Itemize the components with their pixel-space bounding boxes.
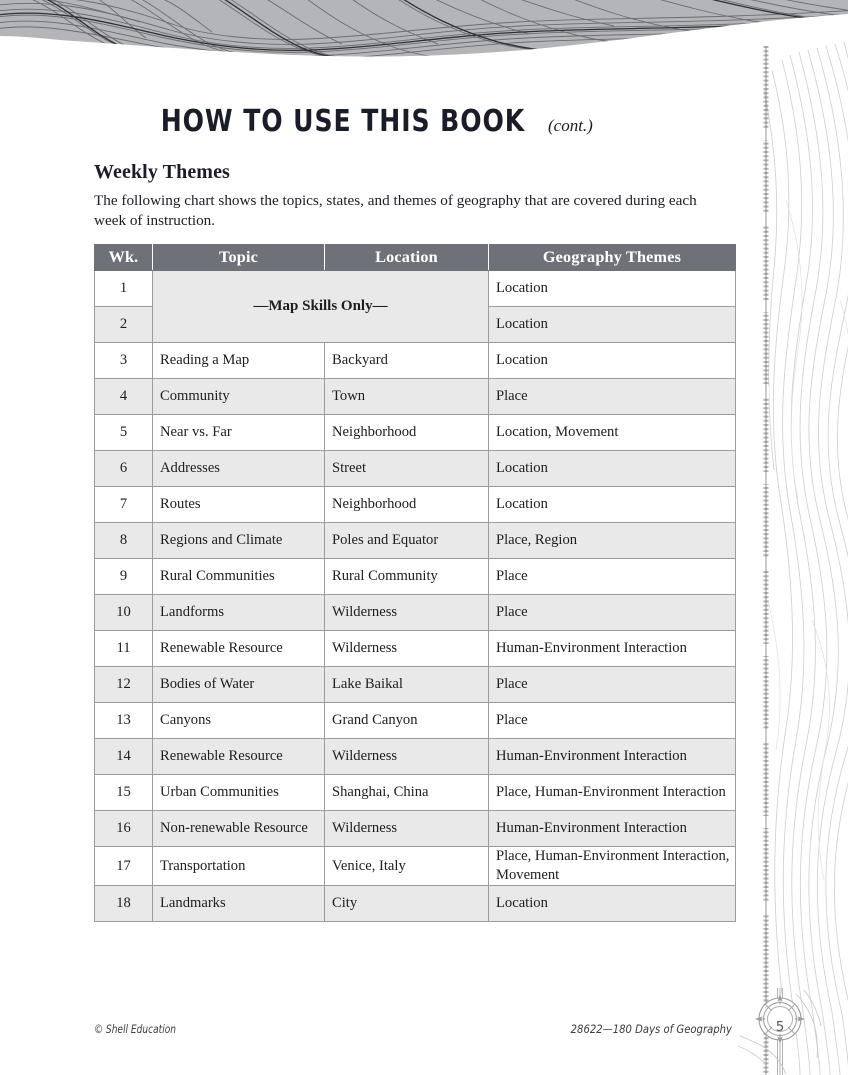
cell-week: 15 bbox=[95, 775, 153, 811]
column-header-week: Wk. bbox=[95, 245, 153, 271]
cell-week: 9 bbox=[95, 559, 153, 595]
page-title-text: HOW TO USE THIS BOOK bbox=[160, 104, 526, 139]
cell-week: 5 bbox=[95, 415, 153, 451]
cell-topic: Canyons bbox=[153, 703, 325, 739]
table-row bbox=[95, 559, 736, 595]
cell-location: Backyard bbox=[325, 343, 489, 379]
cell-week: 14 bbox=[95, 739, 153, 775]
cell-location: Lake Baikal bbox=[325, 667, 489, 703]
cell-week: 16 bbox=[95, 811, 153, 847]
cell-topic: Urban Communities bbox=[153, 775, 325, 811]
cell-week: 6 bbox=[95, 451, 153, 487]
cell-topic: Renewable Resource bbox=[153, 739, 325, 775]
cell-topic: Regions and Climate bbox=[153, 523, 325, 559]
cell-week: 13 bbox=[95, 703, 153, 739]
cell-map-skills-only: —Map Skills Only— bbox=[153, 271, 489, 343]
table-row bbox=[95, 595, 736, 631]
cell-topic: Landmarks bbox=[153, 886, 325, 922]
section-intro-text: The following chart shows the topics, states, and themes of geography that are covered during each week of instruction. bbox=[94, 192, 697, 229]
cell-week: 17 bbox=[95, 847, 153, 886]
section-heading: Weekly Themes bbox=[94, 161, 230, 183]
cell-topic: Transportation bbox=[153, 847, 325, 886]
cell-topic: Addresses bbox=[153, 451, 325, 487]
cell-theme: Human-Environment Interaction bbox=[489, 631, 736, 667]
cell-location: Grand Canyon bbox=[325, 703, 489, 739]
column-header-geography-themes: Geography Themes bbox=[489, 245, 736, 271]
cell-topic: Reading a Map bbox=[153, 343, 325, 379]
footer-copyright: © Shell Education bbox=[94, 1023, 177, 1036]
cell-week: 1 bbox=[95, 271, 153, 307]
cell-topic: Renewable Resource bbox=[153, 631, 325, 667]
page-title bbox=[0, 104, 740, 139]
table-body bbox=[95, 271, 736, 922]
table-row bbox=[95, 271, 736, 307]
cell-location: Wilderness bbox=[325, 739, 489, 775]
table-row bbox=[95, 415, 736, 451]
cell-theme: Location bbox=[489, 886, 736, 922]
cell-week: 11 bbox=[95, 631, 153, 667]
cell-theme: Human-Environment Interaction bbox=[489, 811, 736, 847]
cell-topic: Community bbox=[153, 379, 325, 415]
cell-topic: Near vs. Far bbox=[153, 415, 325, 451]
cell-location: Poles and Equator bbox=[325, 523, 489, 559]
cell-theme: Place bbox=[489, 559, 736, 595]
table-row bbox=[95, 343, 736, 379]
cell-theme: Place, Human-Environment Interaction bbox=[489, 775, 736, 811]
cell-week: 10 bbox=[95, 595, 153, 631]
table-header-row bbox=[95, 245, 736, 271]
table-row bbox=[95, 703, 736, 739]
cell-location: Street bbox=[325, 451, 489, 487]
cell-theme: Place bbox=[489, 379, 736, 415]
cell-week: 18 bbox=[95, 886, 153, 922]
cell-location: Venice, Italy bbox=[325, 847, 489, 886]
table-row bbox=[95, 739, 736, 775]
cell-location: Neighborhood bbox=[325, 487, 489, 523]
weekly-themes-table bbox=[94, 244, 736, 922]
cell-theme: Location bbox=[489, 343, 736, 379]
cell-theme: Place bbox=[489, 667, 736, 703]
table-row bbox=[95, 667, 736, 703]
cell-topic: Rural Communities bbox=[153, 559, 325, 595]
table-row bbox=[95, 487, 736, 523]
table-row bbox=[95, 775, 736, 811]
cell-theme: Location bbox=[489, 271, 736, 307]
table-row bbox=[95, 631, 736, 667]
cell-theme: Place, Region bbox=[489, 523, 736, 559]
cell-topic: Landforms bbox=[153, 595, 325, 631]
cell-theme: Location, Movement bbox=[489, 415, 736, 451]
cell-theme: Location bbox=[489, 307, 736, 343]
cell-location: Wilderness bbox=[325, 631, 489, 667]
table-row bbox=[95, 811, 736, 847]
cell-week: 4 bbox=[95, 379, 153, 415]
page-number: 5 bbox=[775, 1019, 785, 1035]
table-row bbox=[95, 523, 736, 559]
cell-week: 8 bbox=[95, 523, 153, 559]
table-row bbox=[95, 847, 736, 886]
cell-location: Neighborhood bbox=[325, 415, 489, 451]
cell-location: Wilderness bbox=[325, 811, 489, 847]
cell-location: Rural Community bbox=[325, 559, 489, 595]
column-header-location: Location bbox=[325, 245, 489, 271]
cell-theme: Place, Human-Environment Interaction, Movement bbox=[489, 847, 736, 886]
cell-theme: Place bbox=[489, 703, 736, 739]
cell-week: 7 bbox=[95, 487, 153, 523]
column-header-topic: Topic bbox=[153, 245, 325, 271]
cell-topic: Routes bbox=[153, 487, 325, 523]
cell-theme: Human-Environment Interaction bbox=[489, 739, 736, 775]
page-title-continued-label: (cont.) bbox=[548, 116, 593, 135]
cell-week: 2 bbox=[95, 307, 153, 343]
cell-topic: Non-renewable Resource bbox=[153, 811, 325, 847]
cell-theme: Location bbox=[489, 451, 736, 487]
cell-location: City bbox=[325, 886, 489, 922]
table-header bbox=[95, 245, 736, 271]
table-row bbox=[95, 451, 736, 487]
cell-week: 12 bbox=[95, 667, 153, 703]
table-row bbox=[95, 379, 736, 415]
footer-book-reference: 28622—180 Days of Geography bbox=[570, 1023, 732, 1036]
table-row bbox=[95, 886, 736, 922]
cell-week: 3 bbox=[95, 343, 153, 379]
cell-location: Town bbox=[325, 379, 489, 415]
cell-topic: Bodies of Water bbox=[153, 667, 325, 703]
cell-theme: Location bbox=[489, 487, 736, 523]
cell-location: Shanghai, China bbox=[325, 775, 489, 811]
cell-theme: Place bbox=[489, 595, 736, 631]
cell-location: Wilderness bbox=[325, 595, 489, 631]
